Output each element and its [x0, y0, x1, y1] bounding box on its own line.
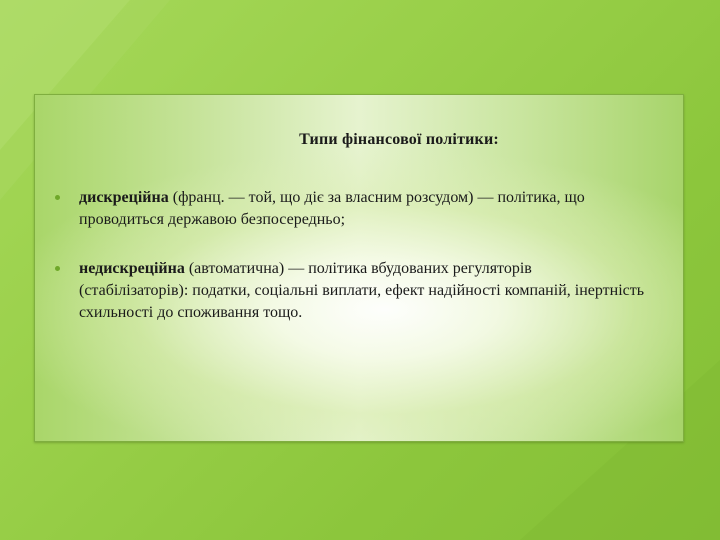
content-box	[34, 94, 684, 442]
bullet-dot-icon	[55, 195, 60, 200]
bullet-dot-icon	[55, 266, 60, 271]
bullet-term: дискреційна	[79, 189, 169, 206]
bullet-text: (автоматична) — політика вбудованих регуляторів (стабілізаторів): податки, соціальні виплати, ефект надійності компаній, інертність схильності до споживання тощо.	[79, 260, 645, 321]
bullet-text: (франц. — той, що діє за власним розсудом) — політика, що проводиться державою безпосередньо;	[79, 189, 585, 228]
list-item	[55, 187, 645, 231]
bullet-term: недискреційна	[79, 260, 185, 277]
slide-title: Типи фінансової політики:	[299, 131, 499, 148]
list-item	[55, 258, 645, 324]
bullet-list	[55, 187, 645, 351]
